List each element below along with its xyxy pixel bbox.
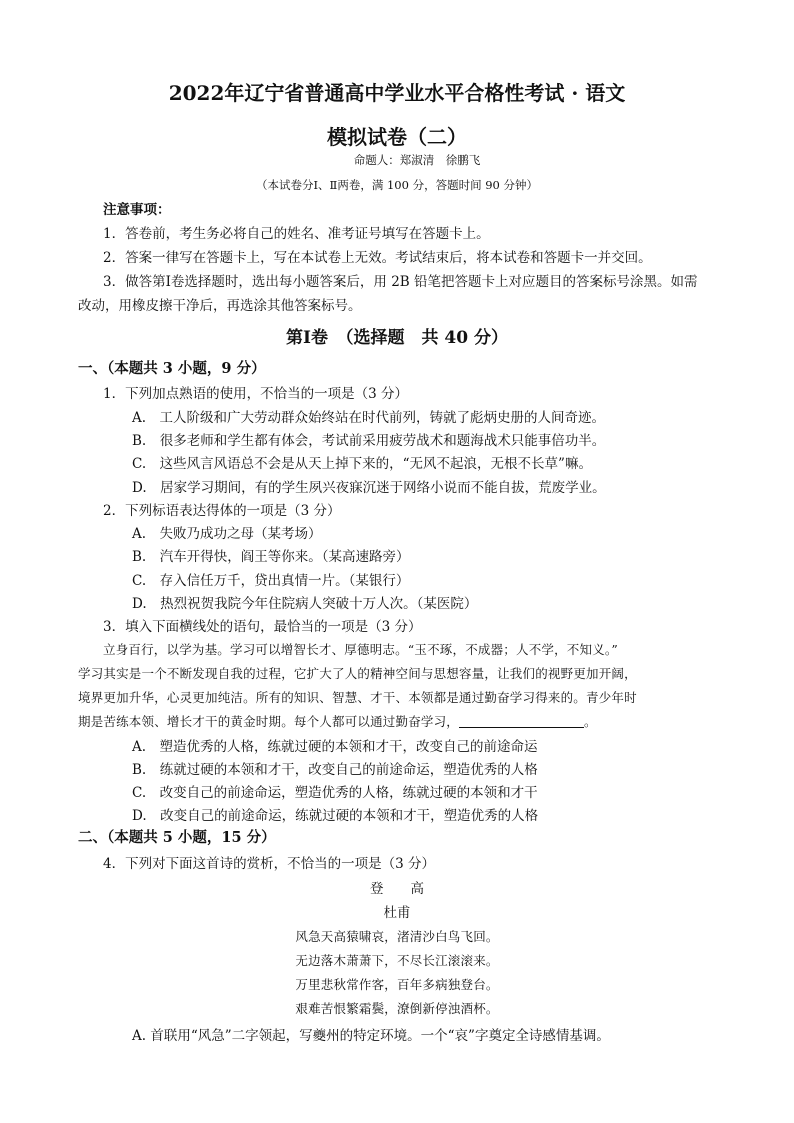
answer-blank	[459, 715, 584, 728]
poem-line-4: 艰难苦恨繁霜鬓，潦倒新停浊酒杯。	[295, 1001, 499, 1016]
part1-heading: 一、（本题共 3 小题，9 分）	[78, 360, 266, 377]
q4-option-a: A. 首联用“风急”二字领起，写夔州的特定环境。一个“哀”字奠定全诗感情基调。	[132, 1028, 610, 1044]
q2-option-d: D. 热烈祝贺我院今年住院病人突破十万人次。（某医院）	[132, 596, 478, 612]
notice-heading: 注意事项：	[103, 202, 171, 218]
part2-heading: 二、（本题共 5 小题，15 分）	[78, 829, 276, 846]
q1-option-a: A. 工人阶级和广大劳动群众始终站在时代前列，铸就了彪炳史册的人间奇迹。	[132, 410, 606, 426]
q3-passage-line-3: 境界更加升华，心灵更加纯洁。所有的知识、智慧、才干、本领都是通过勤奋学习得来的。青少年时	[78, 690, 637, 705]
notice-item-3-cont: 改动，用橡皮擦干净后，再选涂其他答案标号。	[78, 298, 362, 314]
q2-option-a: A. 失败乃成功之母（某考场）	[132, 526, 322, 542]
notice-item-2: 2．答案一律写在答题卡上，写在本试卷上无效。考试结束后，将本试卷和答题卡一并交回。	[103, 250, 652, 266]
poem-author: 杜甫	[383, 905, 411, 921]
exam-info: （本试卷分Ⅰ、Ⅱ两卷，满 100 分，答题时间 90 分钟）	[255, 178, 539, 192]
q2-option-c: C. 存入信任万千，贷出真情一片。（某银行）	[132, 573, 410, 589]
q3-passage-line-2: 学习其实是一个不断发现自我的过程，它扩大了人的精神空间与思想容量，让我们的视野更加开阔，	[78, 666, 637, 681]
q3-stem: 3．填入下面横线处的语句，最恰当的一项是（3 分）	[103, 619, 422, 635]
poem-line-3: 万里悲秋常作客，百年多病独登台。	[295, 977, 499, 992]
exam-subtitle: 模拟试卷（二）	[327, 125, 467, 149]
q3-option-d: D. 改变自己的前途命运，练就过硬的本领和才干，塑造优秀的人格	[132, 808, 539, 824]
q3-passage-end: 。	[584, 714, 597, 729]
q1-option-b: B. 很多老师和学生都有体会，考试前采用疲劳战术和题海战术只能事倍功半。	[132, 433, 606, 449]
exam-title: 2022年辽宁省普通高中学业水平合格性考试 · 语文	[168, 81, 626, 105]
volume1-heading: 第Ⅰ卷 （选择题 共 40 分）	[286, 328, 508, 348]
q3-option-a: A. 塑造优秀的人格，练就过硬的本领和才干，改变自己的前途命运	[132, 739, 538, 755]
poem-line-1: 风急天高猿啸哀，渚清沙白鸟飞回。	[295, 929, 499, 944]
notice-item-3: 3．做答第Ⅰ卷选择题时，选出每小题答案后，用 2B 铅笔把答题卡上对应题目的答案标号涂黑。如需	[103, 274, 698, 290]
q2-stem: 2．下列标语表达得体的一项是（3 分）	[103, 503, 341, 519]
poem-line-2: 无边落木萧萧下，不尽长江滚滚来。	[295, 953, 499, 968]
q4-stem: 4．下列对下面这首诗的赏析，不恰当的一项是（3 分）	[103, 856, 435, 872]
poem-title: 登 高	[370, 881, 424, 897]
q3-option-c: C. 改变自己的前途命运，塑造优秀的人格，练就过硬的本领和才干	[132, 785, 538, 801]
q1-option-d: D. 居家学习期间，有的学生夙兴夜寐沉迷于网络小说而不能自拔，荒废学业。	[132, 480, 606, 496]
q3-passage-line-4	[78, 712, 597, 730]
q3-option-b: B. 练就过硬的本领和才干，改变自己的前途命运，塑造优秀的人格	[132, 762, 538, 778]
notice-item-1: 1．答卷前，考生务必将自己的姓名、准考证号填写在答题卡上。	[103, 226, 490, 242]
authors-line: 命题人：郑淑清 徐鹏飞	[353, 153, 481, 167]
q1-stem: 1．下列加点熟语的使用，不恰当的一项是（3 分）	[103, 386, 408, 402]
q3-passage-line-4-text: 期是苦练本领、增长才干的黄金时期。每个人都可以通过勤奋学习，	[78, 714, 460, 729]
q1-option-c: C. 这些风言风语总不会是从天上掉下来的，“无风不起浪，无根不长草”嘛。	[132, 456, 592, 472]
q2-option-b: B. 汽车开得快，阎王等你来。（某高速路旁）	[132, 549, 410, 565]
q3-passage-line-1: 立身百行，以学为基。学习可以增智长才、厚德明志。“玉不琢，不成器；人不学，不知义。”	[103, 642, 618, 657]
